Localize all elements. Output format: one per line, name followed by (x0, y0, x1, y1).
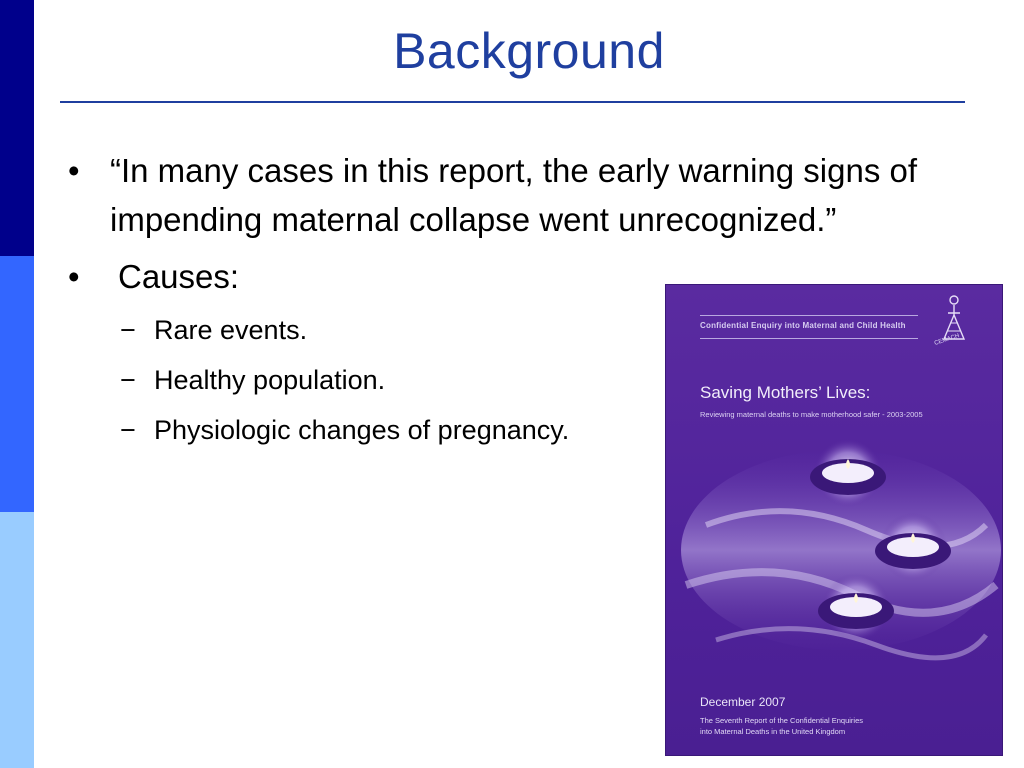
cover-footer-line: The Seventh Report of the Confidential Enquiries (700, 716, 864, 725)
cover-rule-bottom (700, 338, 918, 339)
sub-bullet-text: Rare events. (154, 315, 308, 345)
bullet-quote-text: “In many cases in this report, the early warning signs of impending maternal collapse went unrecognized.” (110, 152, 918, 238)
cover-rule-top (700, 315, 918, 316)
bullet-marker: • (68, 258, 80, 295)
report-cover-image (666, 285, 1002, 755)
sub-bullet-text: Physiologic changes of pregnancy. (154, 415, 570, 445)
sidebar-segment-mid (0, 256, 34, 512)
cover-organization: Confidential Enquiry into Maternal and Child Health (700, 321, 906, 330)
floating-candles-illustration (666, 435, 1002, 685)
cover-subtitle: Reviewing maternal deaths to make motherhood safer - 2003-2005 (700, 410, 923, 419)
sub-bullet-marker: − (120, 315, 136, 345)
bullet-marker: • (68, 152, 80, 189)
bullet-causes-text: Causes: (118, 258, 240, 295)
sidebar-accent (0, 0, 34, 768)
sub-bullet-marker: − (120, 415, 136, 445)
cover-title: Saving Mothers’ Lives: (700, 383, 871, 402)
cover-footer-line: into Maternal Deaths in the United Kingdom (700, 727, 846, 736)
bullet-quote (62, 146, 922, 244)
cover-date: December 2007 (700, 695, 786, 709)
sub-bullet-marker: − (120, 365, 136, 395)
sidebar-segment-light (0, 512, 34, 768)
cemach-logo-icon (934, 293, 974, 355)
sub-bullet-text: Healthy population. (154, 365, 386, 395)
title-divider (60, 101, 965, 103)
sidebar-segment-dark (0, 0, 34, 256)
cover-logo-text: CEMACH (933, 333, 961, 347)
slide-title: Background (393, 23, 665, 79)
cover-footer (700, 715, 960, 737)
